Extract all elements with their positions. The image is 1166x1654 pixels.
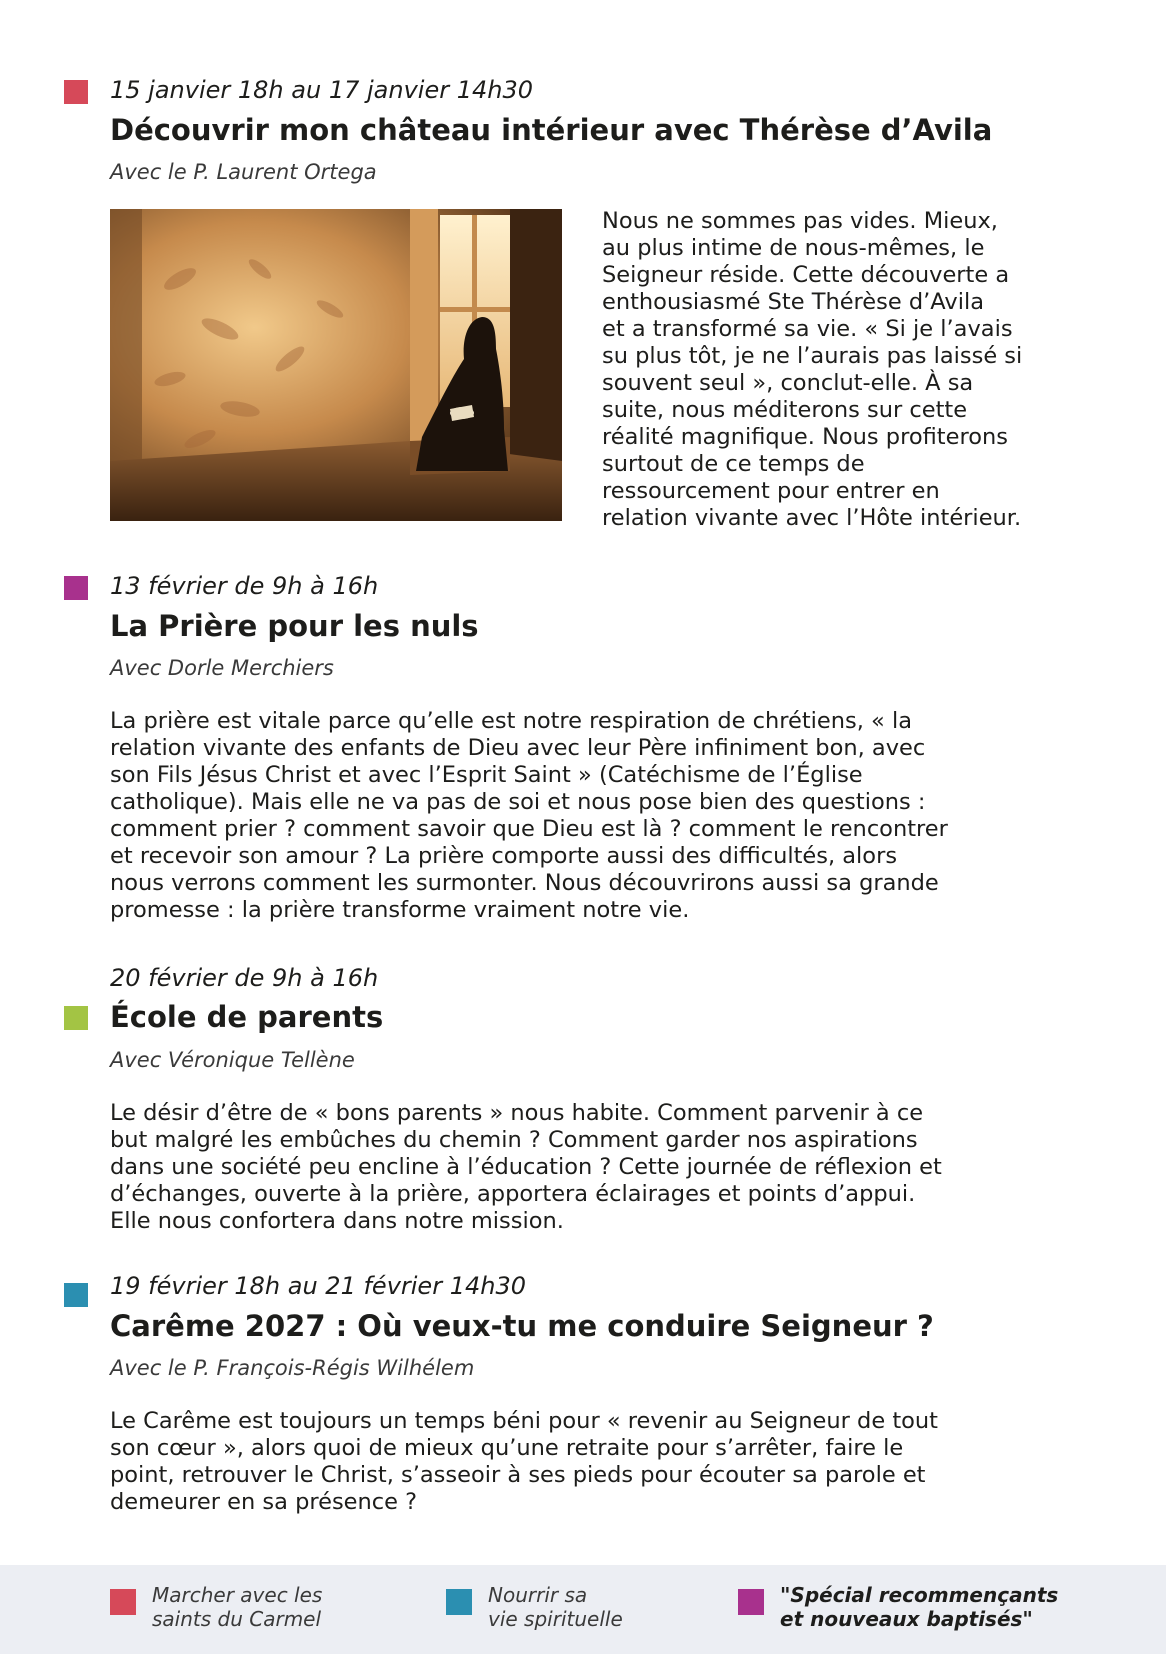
event-title: École de parents	[110, 1000, 384, 1034]
legend-marker-purple	[738, 1589, 764, 1615]
event-date: 15 janvier 18h au 17 janvier 14h30	[110, 76, 533, 104]
legend-label-spiritual-life: Nourrir sa vie spirituelle	[488, 1583, 623, 1631]
legend-label-carmel-saints: Marcher avec les saints du Carmel	[152, 1583, 323, 1631]
category-marker-red	[64, 80, 88, 104]
event-title: La Prière pour les nuls	[110, 609, 479, 643]
event-date: 13 février de 9h à 16h	[110, 572, 379, 600]
event-speaker: Avec le P. Laurent Ortega	[110, 160, 377, 184]
event-speaker: Avec Véronique Tellène	[110, 1048, 355, 1072]
praying-nun-photo	[110, 209, 562, 521]
category-marker-green	[64, 1006, 88, 1030]
legend-marker-red	[110, 1589, 136, 1615]
event-description: Le désir d’être de « bons parents » nous habite. Comment parvenir à ce but malgré les embûches du chemin ? Comment garder nos aspirations dans une société peu encline à l’éducation ? Cette journée de réflexion et d’échanges, ouverte à la prière, apportera éclairages et points d’appui. Elle nous confortera dans notre mission.	[110, 1100, 942, 1234]
event-date: 20 février de 9h à 16h	[110, 964, 379, 992]
event-title: Carême 2027 : Où veux-tu me conduire Seigneur ?	[110, 1309, 934, 1343]
event-description: Nous ne sommes pas vides. Mieux, au plus intime de nous-mêmes, le Seigneur réside. Cette découverte a enthousiasmé Ste Thérèse d’Avila et a transformé sa vie. « Si je l’avais su plus tôt, je ne l’aurais pas laissé si souvent seul », conclut-elle. À sa suite, nous méditerons sur cette réalité magnifique. Nous profiterons surtout de ce temps de ressourcement pour entrer en relation vivante avec l’Hôte intérieur.	[602, 208, 1023, 531]
event-speaker: Avec Dorle Merchiers	[110, 656, 334, 680]
event-speaker: Avec le P. François-Régis Wilhélem	[110, 1356, 475, 1380]
legend-marker-blue	[446, 1589, 472, 1615]
event-title: Découvrir mon château intérieur avec Thérèse d’Avila	[110, 113, 993, 147]
legend-label-beginners: "Spécial recommençants et nouveaux baptisés"	[780, 1583, 1059, 1631]
event-description: Le Carême est toujours un temps béni pour « revenir au Seigneur de tout son cœur », alors quoi de mieux qu’une retraite pour s’arrêter, faire le point, retrouver le Christ, s’asseoir à ses pieds pour écouter sa parole et demeurer en sa présence ?	[110, 1408, 939, 1515]
event-description: La prière est vitale parce qu’elle est notre respiration de chrétiens, « la relation vivante des enfants de Dieu avec leur Père infiniment bon, avec son Fils Jésus Christ et avec l’Esprit Saint » (Catéchisme de l’Église catholique). Mais elle ne va pas de soi et nous pose bien des questions : comment prier ? comment savoir que Dieu est là ? comment le rencontrer et recevoir son amour ? La prière comporte aussi des difficultés, alors nous verrons comment les surmonter. Nous découvrirons aussi sa grande promesse : la prière transforme vraiment notre vie.	[110, 708, 948, 923]
category-marker-purple	[64, 576, 88, 600]
category-marker-blue	[64, 1283, 88, 1307]
event-date: 19 février 18h au 21 février 14h30	[110, 1272, 526, 1300]
